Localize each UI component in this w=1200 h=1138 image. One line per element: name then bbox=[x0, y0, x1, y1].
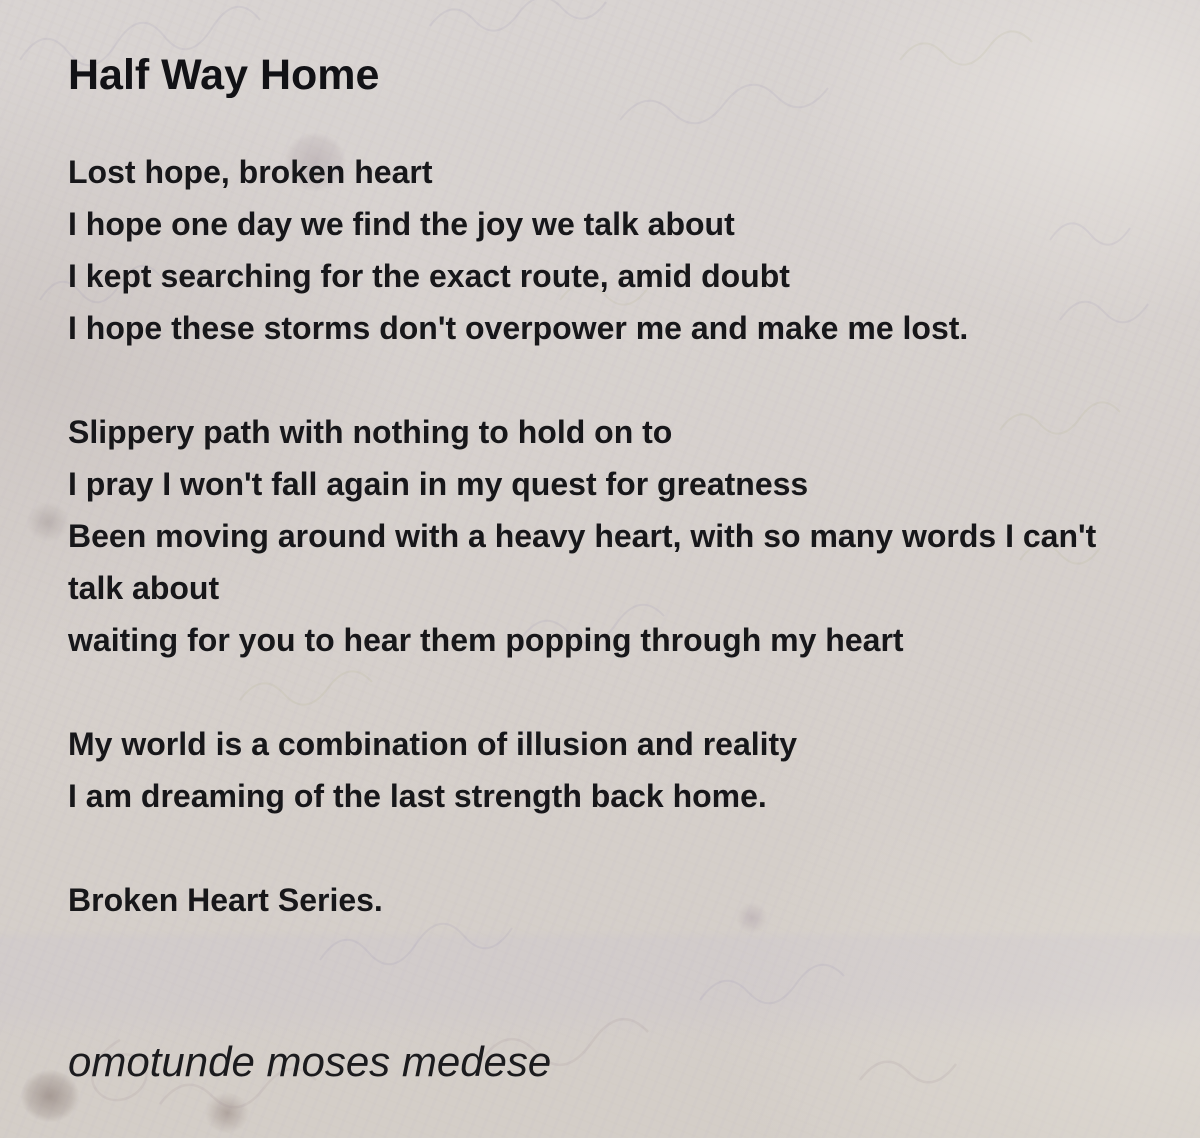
poem-author: omotunde moses medese bbox=[68, 1037, 552, 1085]
poem-line: Lost hope, broken heart bbox=[68, 153, 433, 190]
series-note bbox=[68, 874, 1113, 926]
poem-title: Half Way Home bbox=[68, 51, 380, 99]
poem-line: Slippery path with nothing to hold on to bbox=[68, 413, 673, 450]
stanza-2 bbox=[68, 406, 1113, 666]
poem-line: I am dreaming of the last strength back home. bbox=[68, 777, 767, 814]
poem-line: My world is a combination of illusion and reality bbox=[68, 725, 797, 762]
stanza-3 bbox=[68, 718, 1113, 822]
stanza-1 bbox=[68, 146, 1113, 354]
poem-line: I hope these storms don't overpower me and make me lost. bbox=[68, 309, 969, 346]
poem-line: I kept searching for the exact route, amid doubt bbox=[68, 257, 790, 294]
series-note-text: Broken Heart Series. bbox=[68, 881, 383, 918]
poem-body bbox=[68, 146, 1113, 926]
poem-line: Been moving around with a heavy heart, with so many words I can't talk about bbox=[68, 517, 1097, 606]
poem-line: I hope one day we find the joy we talk about bbox=[68, 205, 735, 242]
poem-line: I pray I won't fall again in my quest for greatness bbox=[68, 465, 809, 502]
poem-line: waiting for you to hear them popping through my heart bbox=[68, 621, 904, 658]
